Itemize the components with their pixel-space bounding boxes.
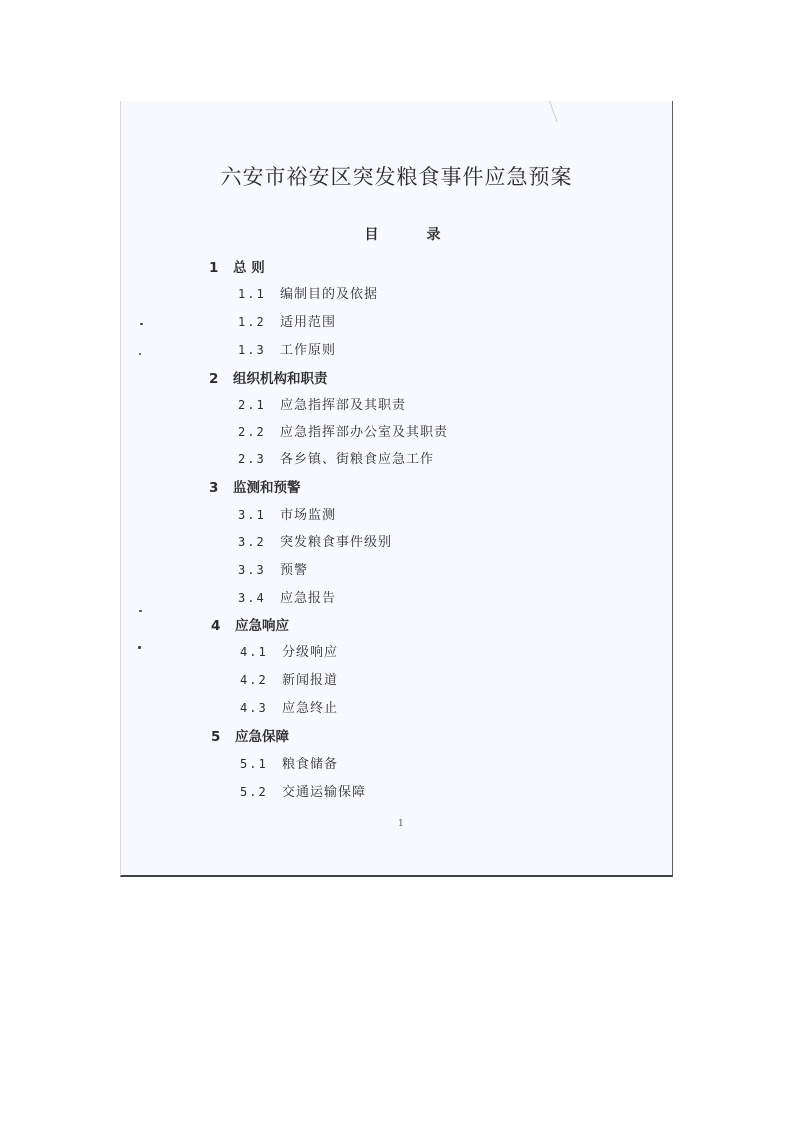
toc-label: 总 则 bbox=[233, 260, 265, 276]
toc-subsection-2-3 bbox=[238, 448, 434, 467]
toc-number: 4 bbox=[211, 618, 221, 634]
toc-label: 突发粮食事件级别 bbox=[280, 535, 393, 550]
scan-speck bbox=[138, 646, 141, 649]
toc-number: 3.2 bbox=[238, 535, 266, 549]
toc-number: 4.2 bbox=[240, 673, 268, 687]
toc-subsection-5-1 bbox=[240, 753, 338, 772]
toc-section-4 bbox=[211, 614, 289, 634]
toc-number: 2.3 bbox=[238, 452, 266, 466]
toc-label: 监测和预警 bbox=[233, 480, 301, 496]
toc-subsection-4-1 bbox=[240, 641, 338, 660]
toc-section-1 bbox=[209, 256, 265, 276]
scan-speck bbox=[139, 353, 141, 355]
toc-label: 应急终止 bbox=[282, 701, 339, 716]
toc-subsection-2-1 bbox=[238, 394, 406, 413]
scan-speck bbox=[140, 323, 143, 325]
toc-number: 5 bbox=[211, 729, 221, 745]
document-title: 六安市裕安区突发粮食事件应急预案 bbox=[220, 165, 573, 189]
toc-subsection-3-1 bbox=[238, 504, 336, 523]
toc-heading: 目录 bbox=[364, 227, 489, 243]
toc-number: 1.2 bbox=[238, 315, 266, 329]
toc-label: 市场监测 bbox=[280, 508, 337, 523]
toc-label: 应急保障 bbox=[235, 729, 289, 745]
toc-subsection-3-2 bbox=[238, 531, 392, 550]
toc-section-5 bbox=[211, 725, 289, 745]
toc-label: 适用范围 bbox=[280, 315, 337, 330]
toc-label: 应急报告 bbox=[280, 591, 337, 606]
toc-subsection-3-3 bbox=[238, 559, 308, 578]
toc-label: 编制目的及依据 bbox=[280, 287, 379, 302]
toc-number: 2 bbox=[209, 371, 219, 387]
toc-number: 1.3 bbox=[238, 343, 266, 357]
toc-number: 3 bbox=[209, 480, 219, 496]
toc-label: 工作原则 bbox=[280, 343, 337, 358]
toc-label: 各乡镇、街粮食应急工作 bbox=[280, 452, 435, 467]
toc-section-3 bbox=[209, 476, 301, 496]
toc-subsection-4-2 bbox=[240, 669, 338, 688]
toc-subsection-5-2 bbox=[240, 781, 366, 800]
toc-number: 1.1 bbox=[238, 287, 266, 301]
paper-crease bbox=[549, 101, 557, 122]
toc-number: 2.2 bbox=[238, 425, 266, 439]
toc-number: 3.4 bbox=[238, 591, 266, 605]
toc-label: 组织机构和职责 bbox=[233, 371, 328, 387]
toc-label: 交通运输保障 bbox=[282, 785, 367, 800]
page-number: 1 bbox=[398, 819, 404, 829]
toc-label: 应急指挥部办公室及其职责 bbox=[280, 425, 449, 440]
toc-number: 1 bbox=[209, 260, 219, 276]
toc-subsection-3-4 bbox=[238, 587, 336, 606]
toc-number: 3.1 bbox=[238, 508, 266, 522]
toc-number: 3.3 bbox=[238, 563, 266, 577]
toc-subsection-1-3 bbox=[238, 339, 336, 358]
toc-label: 粮食储备 bbox=[282, 757, 339, 772]
toc-number: 4.1 bbox=[240, 645, 268, 659]
toc-label: 预警 bbox=[280, 563, 309, 578]
scanned-page bbox=[120, 101, 673, 877]
toc-number: 4.3 bbox=[240, 701, 268, 715]
toc-label: 应急指挥部及其职责 bbox=[280, 398, 407, 413]
toc-label: 分级响应 bbox=[282, 645, 339, 660]
toc-number: 5.2 bbox=[240, 785, 268, 799]
toc-subsection-1-2 bbox=[238, 311, 336, 330]
toc-label: 新闻报道 bbox=[282, 673, 339, 688]
toc-subsection-2-2 bbox=[238, 421, 448, 440]
toc-subsection-4-3 bbox=[240, 697, 338, 716]
toc-section-2 bbox=[209, 367, 328, 387]
toc-subsection-1-1 bbox=[238, 283, 378, 302]
toc-number: 2.1 bbox=[238, 398, 266, 412]
toc-label: 应急响应 bbox=[235, 618, 289, 634]
scan-speck bbox=[139, 610, 142, 612]
toc-number: 5.1 bbox=[240, 757, 268, 771]
